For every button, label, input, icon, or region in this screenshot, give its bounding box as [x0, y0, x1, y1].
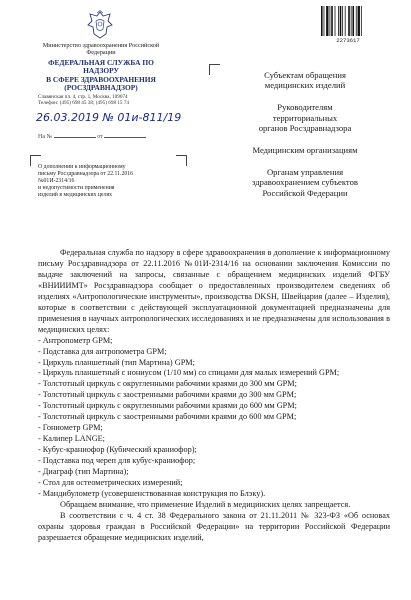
- address-bracket: [209, 64, 220, 75]
- list-item: - Мандибулометр (усовершенствованная конструкция по Блэку).: [38, 488, 266, 498]
- list-item: - Циркуль планшетный (тип Мартина) GPM;: [38, 357, 195, 367]
- body-warning: Обращаем внимание, что применение Изделий в медицинских целях запрещается.: [60, 499, 351, 509]
- list-item: - Кубус-краниофор (Кубический краниофор);: [38, 445, 197, 455]
- reference-line: На № от: [38, 131, 146, 141]
- recipient: Медицинским организациям: [252, 145, 358, 156]
- ministry-name: Министерство здравоохранения Российской Федерации: [42, 42, 160, 56]
- agency-name: ФЕДЕРАЛЬНАЯ СЛУЖБА ПО НАДЗОРУ В СФЕРЕ ЗДРАВООХРАНЕНИЯ (РОСЗДРАВНАДЗОР): [46, 58, 156, 92]
- body-law: В соответствии с ч. 4 ст. 38 Федерального закона от 21.11.2011 № 323-ФЗ «Об основах охраны здоровья граждан в Российской Федерации» на территории Российской Федерации разрешается обращение медицинских изделий,: [38, 510, 390, 542]
- letter-body: [38, 248, 390, 544]
- list-item: - Толстотный циркуль с округленными рабочими краями до 600 мм GPM;: [38, 401, 297, 411]
- list-item: - Толстотный циркуль с заостренными рабочими краями до 600 мм GPM;: [38, 412, 297, 422]
- list-item: - Гониометр GPM;: [38, 423, 103, 433]
- recipients-block: [226, 70, 384, 210]
- list-item: - Стол для остеометрических измерений;: [38, 478, 183, 488]
- list-item: - Калипер LANGE;: [38, 434, 105, 444]
- barcode-number: 2273617: [336, 37, 360, 44]
- letter-subject: О дополнении к информационному письму Росздравнадзора от 22.11.2016 №01И-2314/16 и недопустимости применения изделий в медицинских целях: [38, 164, 134, 199]
- state-emblem-icon: [86, 10, 114, 40]
- agency-address: Славянская пл. 4, стр. 1, Москва, 109074 Телефон: (495) 698 45 38; (495) 698 15 74: [38, 94, 130, 107]
- list-item: - Диаграф (тип Мартина);: [38, 467, 129, 477]
- body-intro: Федеральная служба по надзору в сфере здравоохранения в дополнение к информационному письму Росздравнадзора от 22.11.2016 №01И-2314/16 на основании заключения Комиссии по выдаче заключений на запросы, связанные с обращением медицинских изделий ФГБУ «ВНИИИМТ» Росздравнадзора сообщает о предоставленных производителем сведениях об изделиях «Антропологические инструменты», производства DKSH, Швейцария (далее – Изделия), которые в соответствии с действующей эксплуатационной документацией предназначены для применения в научных антропологических исследованиях и не предназначены для использования в медицинских целях:: [38, 248, 390, 334]
- list-item: - Циркуль планшетный с нониусом (1/10 мм) со спицами для малых измерений GPM;: [38, 368, 340, 378]
- list-item: - Толстотный циркуль с заостренными рабочими краями до 300 мм GPM;: [38, 390, 297, 400]
- list-item: - Антропометр GPM;: [38, 335, 113, 345]
- recipient: Субъектам обращения медицинских изделий: [264, 70, 346, 91]
- list-item: - Толстотный циркуль с округленными рабочими краями до 300 мм GPM;: [38, 379, 297, 389]
- registration-number: 26.03.2019 № 01и-811/19: [36, 111, 182, 124]
- barcode-icon: [320, 6, 376, 36]
- list-item: - Подставка для антропометра GPM;: [38, 346, 167, 356]
- list-item: - Подставка под череп для кубус-краниофор;: [38, 456, 196, 466]
- recipient: Руководителям территориальных органов Росздравнадзора: [258, 102, 352, 133]
- recipient: Органам управления здравоохранением субъектов Российской Федерации: [252, 167, 358, 198]
